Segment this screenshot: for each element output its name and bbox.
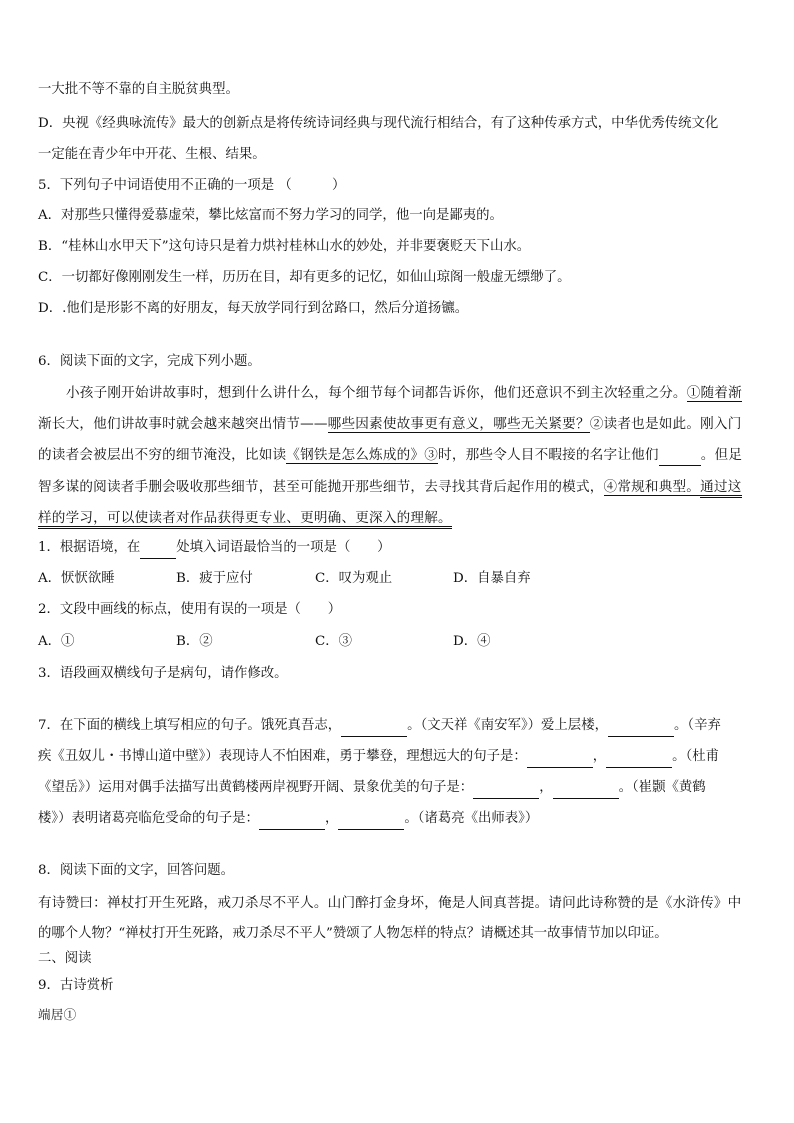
subquestion-1-option-c: C．叹为观止 bbox=[315, 571, 393, 586]
question-5-option-b: B．“桂林山水甲天下”这句诗只是着力烘衬桂林山水的妙处，并非要褒贬天下山水。 bbox=[38, 239, 531, 254]
passage-line: 的读者会被层出不穷的细节淹没，比如读《钢铁是怎么炼成的》③时，那些令人目不暇接的名字让他们 。但足 bbox=[38, 445, 742, 466]
fill-blank bbox=[659, 445, 701, 466]
poem-title: 端居① bbox=[38, 1007, 77, 1022]
question-7-line: 楼》）表明诸葛亮临危受命的句子是： ， 。（诸葛亮《出师表》） bbox=[38, 809, 538, 830]
passage-line: 渐长大，他们讲故事时就会越来越突出情节——哪些因素使故事更有意义，哪些无关紧要？②读者也是如此。刚入门 bbox=[38, 416, 742, 432]
question-7-line: 7．在下面的横线上填写相应的句子。饿死真吾志， 。（文天祥《南安军》）爱上层楼， 。（辛弃 bbox=[38, 716, 721, 737]
question-7-line: 疾《丑奴儿・书博山道中壁》）表现诗人不怕困难，勇于攀登，理想远大的句子是： ， 。（杜甫 bbox=[38, 747, 719, 768]
question-8-stem: 8．阅读下面的文字，回答问题。 bbox=[38, 863, 234, 878]
subquestion-3: 3．语段画双横线句子是病句，请作修改。 bbox=[38, 666, 288, 681]
question-8-text: 有诗赞曰：禅杖打开生死路，戒刀杀尽不平人。山门醉打金身坏，俺是人间真菩提。请问此诗称赞的是《水浒传》中 bbox=[38, 895, 742, 911]
passage-line: 小孩子刚开始讲故事时，想到什么讲什么，每个细节每个词都告诉你，他们还意识不到主次轻重之分。①随着渐 bbox=[66, 385, 742, 401]
question-6-stem: 6．阅读下面的文字，完成下列小题。 bbox=[38, 354, 261, 369]
question-5-stem: 5．下列句子中词语使用不正确的一项是 （ ） bbox=[38, 178, 346, 193]
question-5-option-d: D．.他们是形影不离的好朋友，每天放学同行到岔路口，然后分道扬镳。 bbox=[38, 301, 469, 316]
subquestion-2-option-a: A．① bbox=[38, 634, 75, 649]
question-7-line: 《望岳》）运用对偶手法描写出黄鹤楼两岸视野开阔、景象优美的句子是： ， 。（崔颢《黄鹤 bbox=[38, 778, 706, 799]
subquestion-2-option-d: D．④ bbox=[453, 634, 491, 649]
question-5-option-c: C．一切都好像刚刚发生一样，历历在目，却有更多的记忆，如仙山琼阁一般虚无缥缈了。 bbox=[38, 270, 571, 285]
question-9-stem: 9．古诗赏析 bbox=[38, 978, 114, 993]
passage-line: 样的学习，可以使读者对作品获得更专业、更明确、更深入的理解。 bbox=[38, 508, 452, 528]
subquestion-2-option-c: C．③ bbox=[315, 634, 353, 649]
subquestion-2: 2．文段中画线的标点，使用有误的一项是（ ） bbox=[38, 602, 342, 617]
passage-line: 智多谋的阅读者手删会吸收那些细节，甚至可能抛开那些细节，去寻找其背后起作用的模式，④常规和典型。通过这 bbox=[38, 477, 742, 497]
subquestion-1-option-b: B．疲于应付 bbox=[176, 571, 253, 586]
section-heading: 二、阅读 bbox=[38, 951, 92, 966]
question-8-text: 的哪个人物？“禅杖打开生死路，戒刀杀尽不平人”赞颂了人物怎样的特点？请概述其一故事情节加以印证。 bbox=[38, 926, 668, 941]
subquestion-1: 1．根据语境，在 处填入词语最恰当的一项是（ ） bbox=[38, 538, 391, 559]
subquestion-1-option-a: A．恹恹欲睡 bbox=[38, 571, 115, 586]
option-d: D．央视《经典咏流传》最大的创新点是将传统诗词经典与现代流行相结合，有了这种传承方式，中华优秀传统文化 bbox=[38, 116, 719, 131]
question-5-option-a: A．对那些只懂得爱慕虚荣，攀比炫富而不努力学习的同学，他一向是鄙夷的。 bbox=[38, 208, 503, 223]
subquestion-1-option-d: D．自暴自弃 bbox=[453, 571, 531, 586]
text-line: 一定能在青少年中开花、生根、结果。 bbox=[38, 147, 266, 162]
subquestion-2-option-b: B．② bbox=[176, 634, 213, 649]
text-line: 一大批不等不靠的自主脱贫典型。 bbox=[38, 82, 239, 97]
